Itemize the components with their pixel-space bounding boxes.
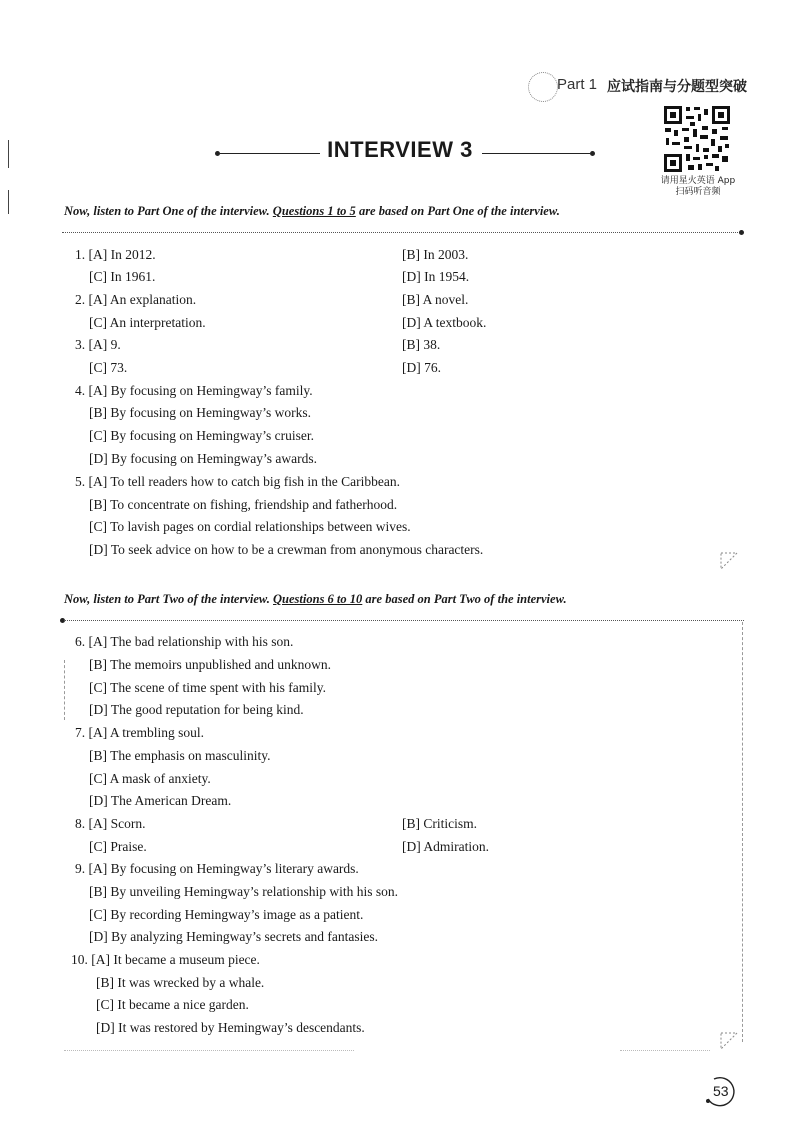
page-number: 53 (713, 1083, 729, 1099)
left-margin-dashes (64, 660, 65, 720)
q10-option-d: [D] It was restored by Hemingway’s descendants. (96, 1020, 365, 1035)
part-two-instruction-prefix: Now, listen to Part Two of the interview. (64, 592, 270, 606)
q8-option-a: 8. [A] Scorn. (75, 816, 146, 831)
qr-code-icon[interactable] (662, 104, 732, 174)
part-two-divider (64, 620, 744, 621)
q7-option-c: [C] A mask of anxiety. (89, 771, 211, 786)
q4-option-d: [D] By focusing on Hemingway’s awards. (89, 451, 317, 466)
q2-option-d: [D] A textbook. (402, 315, 487, 330)
header-subtitle: 应试指南与分题型突破 (607, 79, 747, 95)
q4-option-a: 4. [A] By focusing on Hemingway’s family. (75, 383, 313, 398)
q1-option-c: [C] In 1961. (89, 269, 156, 284)
q5-option-b: [B] To concentrate on fishing, friendship and fatherhood. (89, 497, 398, 512)
q6-option-c: [C] The scene of time spent with his family. (89, 680, 326, 695)
q8-option-b: [B] Criticism. (402, 816, 477, 831)
q7-option-d: [D] The American Dream. (89, 793, 232, 808)
part-one-instruction (64, 204, 560, 219)
q6-option-b: [B] The memoirs unpublished and unknown. (89, 657, 331, 672)
binding-mark (8, 140, 9, 168)
q3-option-b: [B] 38. (402, 337, 441, 352)
q3-option-a: 3. [A] 9. (75, 337, 121, 352)
q2-option-b: [B] A novel. (402, 292, 469, 307)
q2-option-c: [C] An interpretation. (89, 315, 206, 330)
binding-mark (8, 190, 9, 214)
q1-option-b: [B] In 2003. (402, 247, 469, 262)
q1-option-a: 1. [A] In 2012. (75, 247, 156, 262)
part-one-instruction-prefix: Now, listen to Part One of the interview. (64, 204, 270, 218)
bottom-dotted-rule (64, 1050, 354, 1051)
q9-option-b: [B] By unveiling Hemingway’s relationship with his son. (89, 884, 398, 899)
q10-option-b: [B] It was wrecked by a whale. (96, 975, 265, 990)
bottom-dotted-rule-right (620, 1050, 710, 1051)
q3-option-d: [D] 76. (402, 360, 441, 375)
part-one-divider (62, 232, 742, 233)
q4-option-c: [C] By focusing on Hemingway’s cruiser. (89, 428, 314, 443)
page-title: INTERVIEW 3 (327, 137, 473, 162)
title-right-dot (590, 151, 595, 156)
part-two-instruction-suffix: are based on Part Two of the interview. (365, 592, 567, 606)
qr-caption (652, 176, 744, 198)
right-margin-dashes (742, 622, 743, 1042)
corner-fold-icon (720, 552, 738, 570)
q2-option-a: 2. [A] An explanation. (75, 292, 197, 307)
part-one-divider-dot (739, 230, 744, 235)
qr-caption-line-1: 请用星火英语 App (660, 176, 736, 186)
q6-option-d: [D] The good reputation for being kind. (89, 702, 304, 717)
q5-option-a: 5. [A] To tell readers how to catch big fish in the Caribbean. (75, 474, 400, 489)
part-two-instruction (64, 592, 567, 607)
q8-option-d: [D] Admiration. (402, 839, 489, 854)
q5-option-c: [C] To lavish pages on cordial relationships between wives. (89, 519, 411, 534)
q7-option-b: [B] The emphasis on masculinity. (89, 748, 271, 763)
q1-option-d: [D] In 1954. (402, 269, 470, 284)
page-number-badge (704, 1075, 738, 1109)
title-right-rule (482, 153, 590, 154)
q10-option-c: [C] It became a nice garden. (96, 997, 249, 1012)
q8-option-c: [C] Praise. (89, 839, 147, 854)
q5-option-d: [D] To seek advice on how to be a crewman from anonymous characters. (89, 542, 484, 557)
qr-caption-line-2: 扫码听音频 (675, 187, 721, 197)
part-one-question-range: Questions 1 to 5 (272, 204, 356, 218)
q9-option-a: 9. [A] By focusing on Hemingway’s literary awards. (75, 861, 359, 876)
q6-option-a: 6. [A] The bad relationship with his son. (75, 634, 294, 649)
header-part-label: Part 1 (557, 76, 598, 93)
q3-option-c: [C] 73. (89, 360, 128, 375)
q4-option-b: [B] By focusing on Hemingway’s works. (89, 405, 311, 420)
part-two-question-range: Questions 6 to 10 (273, 592, 363, 606)
q9-option-c: [C] By recording Hemingway’s image as a patient. (89, 907, 364, 922)
corner-fold-icon (720, 1032, 738, 1050)
part-one-instruction-suffix: are based on Part One of the interview. (358, 204, 560, 218)
q9-option-d: [D] By analyzing Hemingway’s secrets and fantasies. (89, 929, 379, 944)
q10-option-a: 10. [A] It became a museum piece. (71, 952, 260, 967)
part-marker-icon (528, 72, 558, 102)
q7-option-a: 7. [A] A trembling soul. (75, 725, 204, 740)
